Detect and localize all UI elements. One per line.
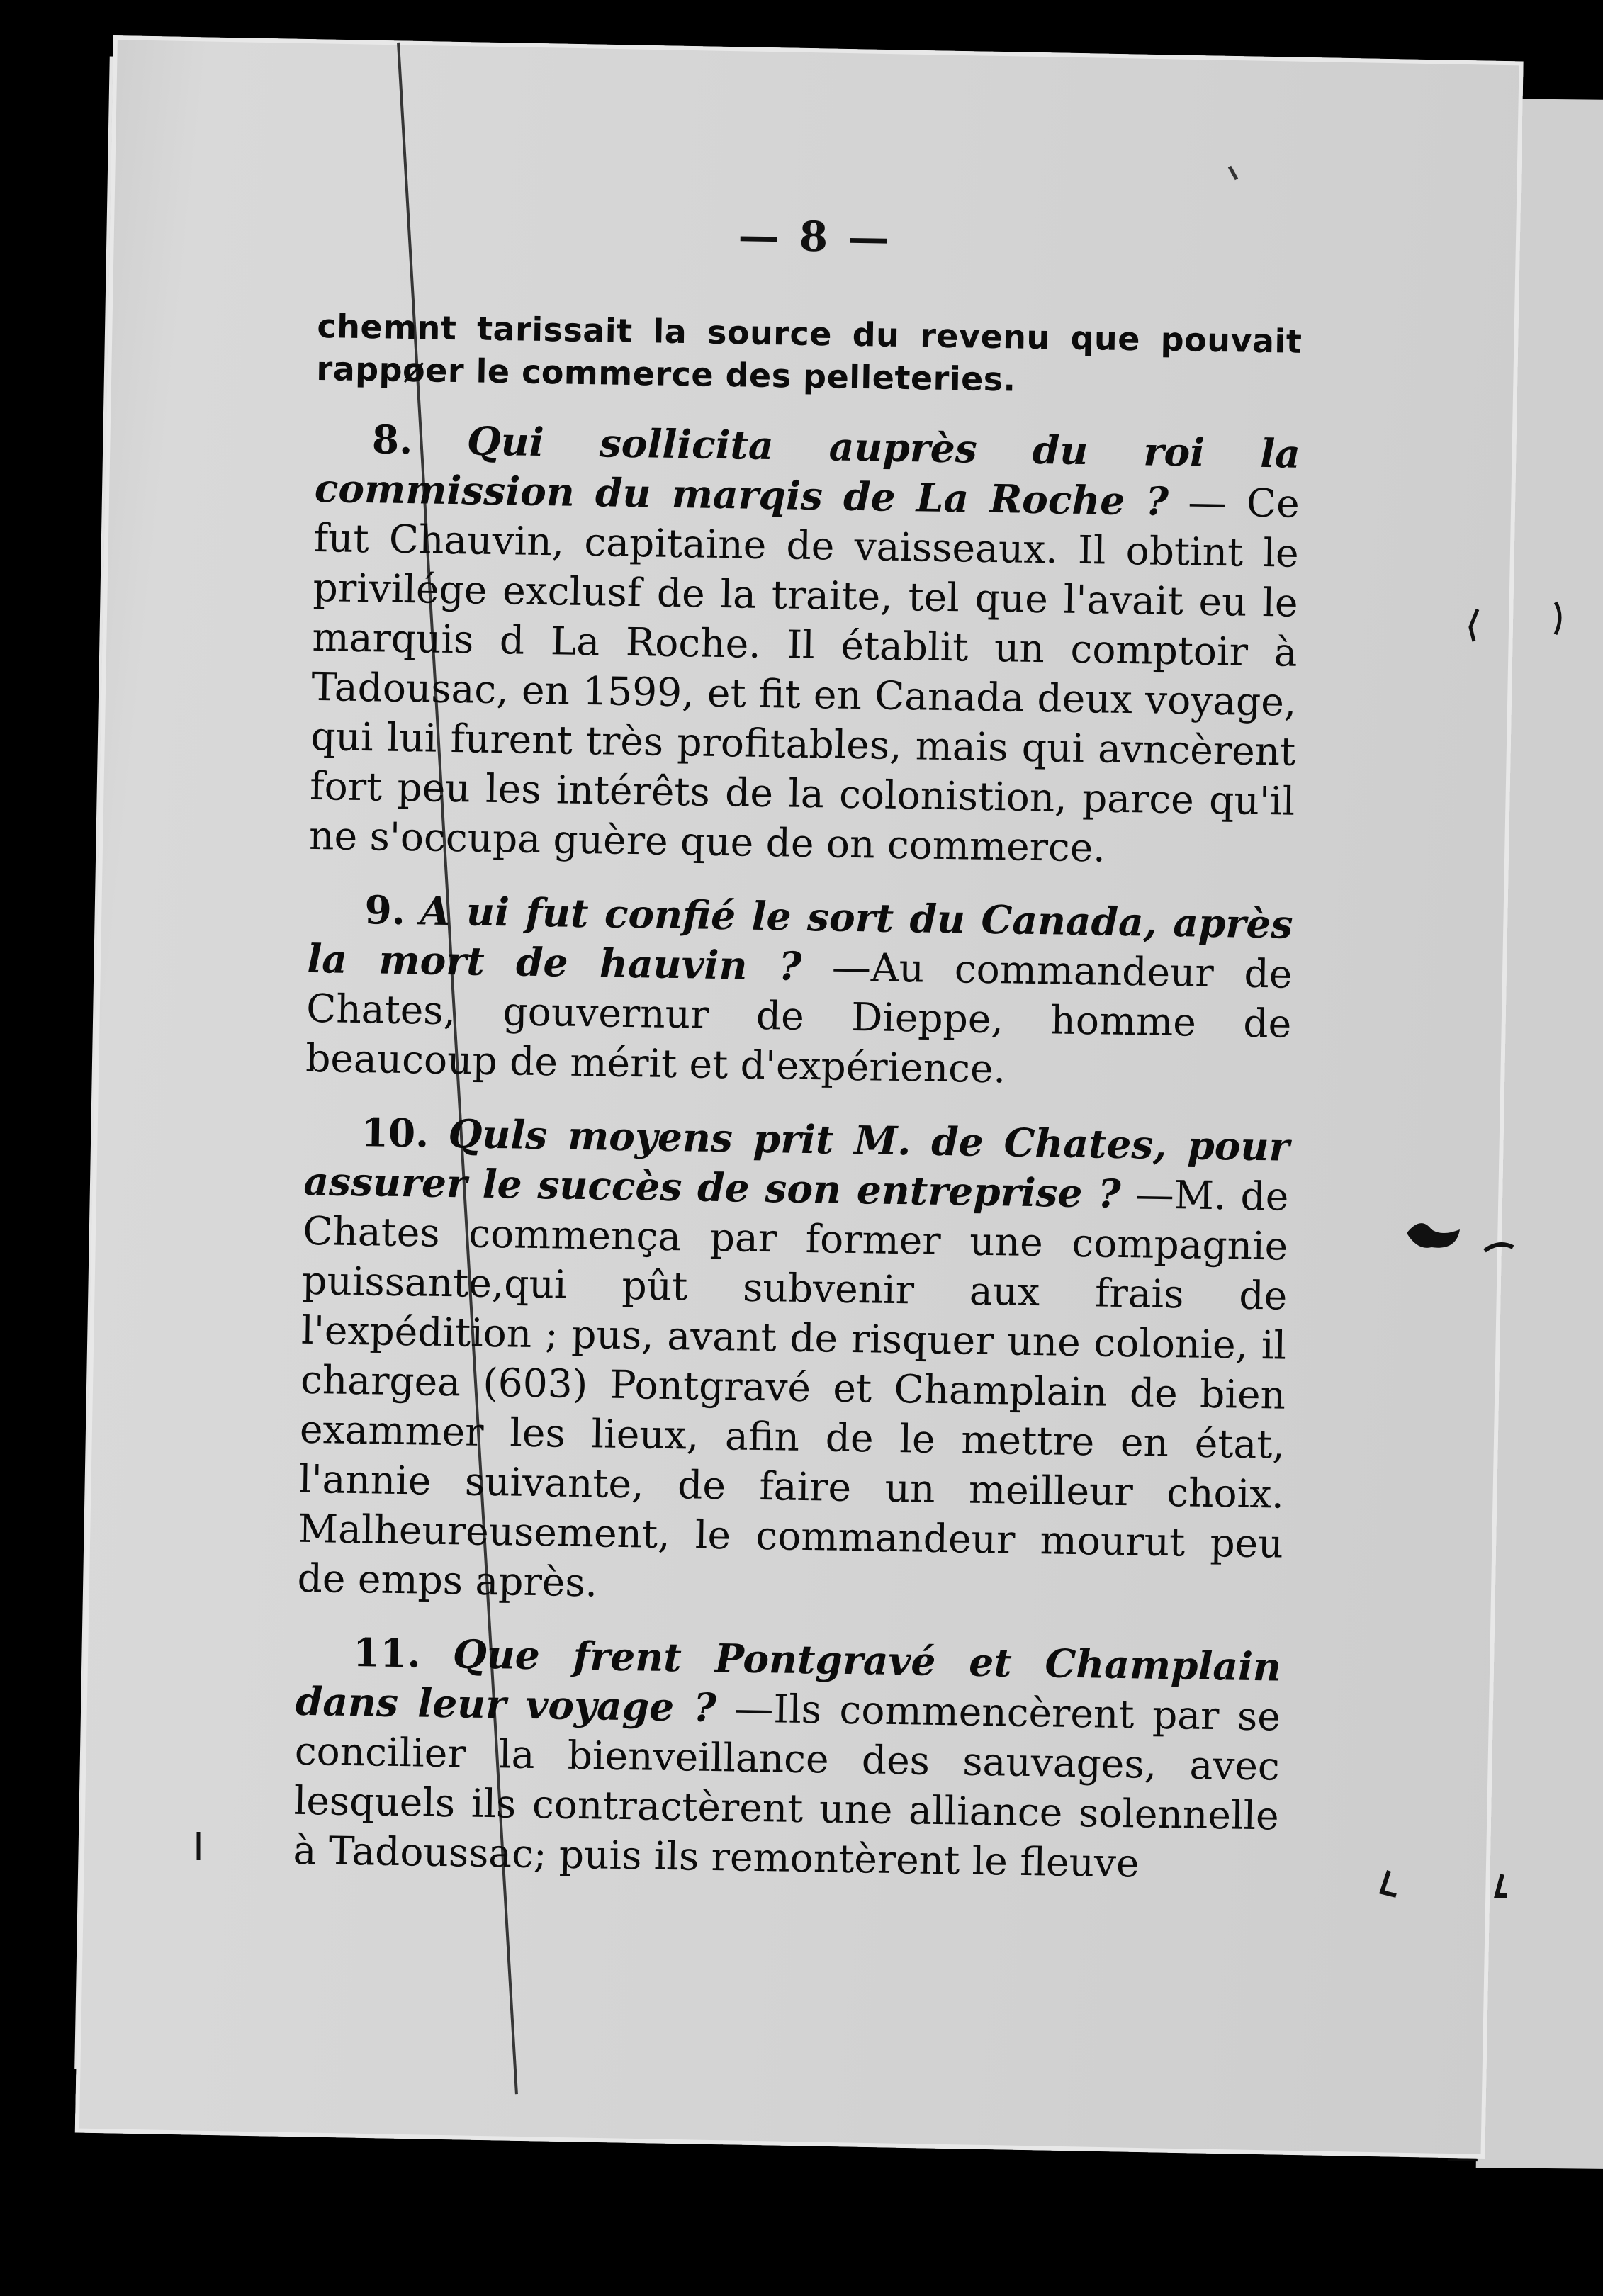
entry-answer: —Au commandeur de Chates, gouvernur de Dieppe, homme de beaucoup de mérit et d'expérience. [305,944,1293,1092]
intro-paragraph: chemnt tarissait la source du revenu que pouvait rappøer le commerce des pelleteries. [316,306,1303,399]
page-text [293,213,1304,1891]
entry-number: 9. [364,887,406,934]
entry-8 [309,414,1301,876]
entry-number: 10. [361,1109,429,1157]
entry-answer: —M. de Chates commença par former une compagnie puissante,qui pût subvenir aux frais de l'expédition ; pus, avant de risquer une colonie, il chargea (603) Pontgravé et Champlain de bien exammer les lieux, afin de le mettre en état, l'annie suivante, de faire un meilleur choix. Malheureusement, le commandeur mourut peu de emps après. [297,1171,1289,1606]
entry-10 [297,1107,1290,1619]
entry-9 [305,884,1293,1098]
entry-answer: — Ce fut Chauvin, capitaine de vaisseaux. Il obtint le privilége exclusf de la traite, tel que l'avait eu le marquis d La Roche. Il établit un comptoir à Tadousac, en 1599, et fit en Canada deux voyage, qui lui furent très profitables, mais qui avncèrent fort peu les intérêts de la colonistion, parce qu'il ne s'occupa guère que de on commerce. [308,479,1300,871]
entry-question: Qui sollicita auprès du roi la commission du marqis de La Roche ? [314,417,1301,524]
page-number: — 8 — [738,211,892,262]
entry-number: 11. [352,1629,422,1677]
entry-question: Que frent Pontgravé et Champlain dans leur voyage ? [295,1631,1282,1731]
entry-11 [293,1627,1281,1891]
entry-question: A ui fut confié le sort du Canada, après la mort de hauvin ? [306,887,1293,989]
entry-question: Quls moyens prit M. de Chates, pour assurer le succès de son entreprise ? [303,1110,1290,1217]
entry-answer: —Ils commencèrent par se concilier la bienveillance des sauvages, avec lesquels ils contractèrent une alliance solennelle à Tadoussac; puis ils remontèrent le fleuve [293,1685,1281,1886]
entry-number: 8. [371,416,413,463]
